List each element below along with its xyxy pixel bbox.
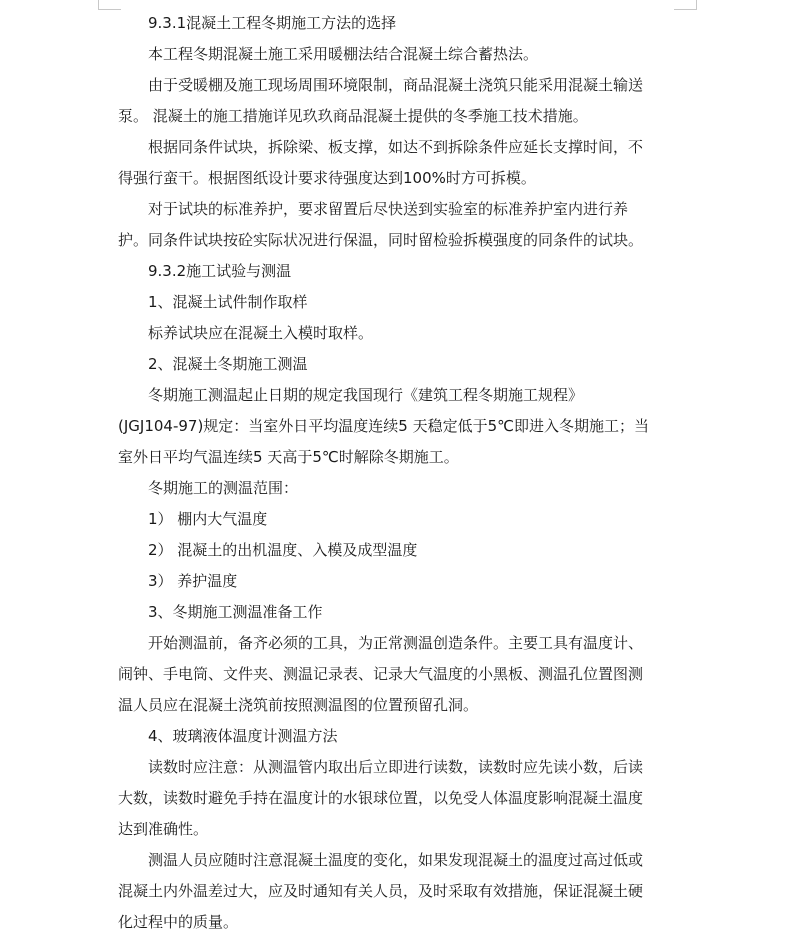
list-item: 1） 棚内大气温度 [148,510,268,528]
paragraph-line: 得强行蛮干。根据图纸设计要求待强度达到100%时方可拆模。 [118,169,536,187]
list-item: 3） 养护温度 [148,572,238,590]
subheading-4: 4、玻璃液体温度计测温方法 [148,727,338,745]
paragraph-line: 化过程中的质量。 [118,913,239,931]
subheading-1: 1、混凝土试件制作取样 [148,293,308,311]
paragraph-line: 由于受暖棚及施工现场周围环境限制，商品混凝土浇筑只能采用混凝土输送 [148,76,644,94]
paragraph-line: 根据同条件试块，拆除梁、板支撑，如达不到拆除条件应延长支撑时间，不 [148,138,644,156]
list-item: 2） 混凝土的出机温度、入模及成型温度 [148,541,418,559]
paragraph-line: 标养试块应在混凝土入模时取样。 [148,324,374,342]
paragraph-line: 对于试块的标准养护，要求留置后尽快送到实验室的标准养护室内进行养 [148,200,629,218]
paragraph-line: 温人员应在混凝土浇筑前按照测温图的位置预留孔洞。 [118,696,479,714]
paragraph-line: 闹钟、手电筒、文件夹、测温记录表、记录大气温度的小黑板、测温孔位置图测 [118,665,644,683]
paragraph-line: 冬期施工测温起止日期的规定我国现行《建筑工程冬期施工规程》 [148,386,584,404]
paragraph-line: 达到准确性。 [118,820,209,838]
paragraph-line: 大数，读数时避免手持在温度计的水银球位置，以免受人体温度影响混凝土温度 [118,789,644,807]
document-body [118,8,678,938]
paragraph-line: 混凝土内外温差过大，应及时通知有关人员，及时采取有效措施，保证混凝土硬 [118,882,644,900]
subheading-3: 3、冬期施工测温准备工作 [148,603,323,621]
paragraph-line: 泵。 混凝土的施工措施详见玖玖商品混凝土提供的冬季施工技术措施。 [118,107,588,125]
paragraph-line: 开始测温前，备齐必须的工具，为正常测温创造条件。主要工具有温度计、 [148,634,644,652]
paragraph-line: 冬期施工的测温范围： [148,479,299,497]
paragraph-line: 读数时应注意：从测温管内取出后立即进行读数，读数时应先读小数，后读 [148,758,644,776]
paragraph-line: (JGJ104-97)规定：当室外日平均温度连续5 天稳定低于5℃即进入冬期施工；当 [118,417,650,435]
paragraph-line: 本工程冬期混凝土施工采用暖棚法结合混凝土综合蓄热法。 [148,45,539,63]
subheading-2: 2、混凝土冬期施工测温 [148,355,308,373]
section-heading-9-3-2: 9.3.2施工试验与测温 [148,262,292,280]
paragraph-line: 室外日平均气温连续5 天高于5℃时解除冬期施工。 [118,448,459,466]
paragraph-line: 护。同条件试块按砼实际状况进行保温，同时留检验拆模强度的同条件的试块。 [118,231,644,249]
paragraph-line: 测温人员应随时注意混凝土温度的变化，如果发现混凝土的温度过高过低或 [148,851,644,869]
section-heading-9-3-1: 9.3.1混凝土工程冬期施工方法的选择 [148,14,397,32]
